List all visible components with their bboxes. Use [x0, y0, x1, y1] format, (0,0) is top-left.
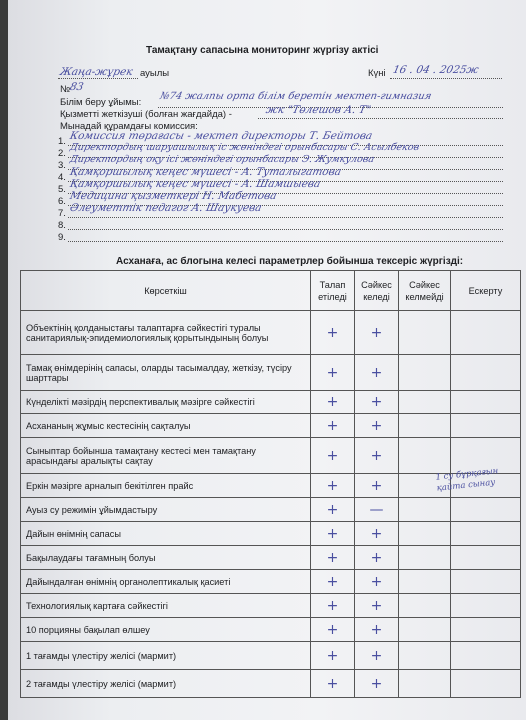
village-line	[58, 78, 138, 79]
required-mark: +	[311, 474, 355, 498]
noncompliant-cell	[399, 498, 451, 522]
compliant-mark: +	[355, 311, 399, 355]
member-handwritten: Медицина қызметкері Н. Мабетова	[68, 190, 278, 202]
member-handwritten: Қамқоршылық кеңес мүшесі - А. Туталыгатова	[68, 166, 343, 178]
compliant-mark: +	[355, 414, 399, 438]
table-row	[21, 570, 521, 594]
table-row	[21, 311, 521, 355]
note-cell	[451, 391, 521, 414]
worker-line	[258, 118, 503, 119]
compliant-mark: —	[355, 498, 399, 522]
note-cell	[451, 414, 521, 438]
table-header-row	[21, 271, 521, 311]
worker-label: Қызметті жеткізуші (болған жағдайда) -	[60, 109, 232, 120]
member-handwritten: Директордың шаруашылық іс жөніндегі орынбасары С. Асылбеков	[68, 142, 421, 153]
noncompliant-cell	[399, 391, 451, 414]
member-num: 5.	[58, 184, 66, 195]
noncompliant-cell	[399, 355, 451, 391]
compliant-mark: +	[355, 546, 399, 570]
member-num: 1.	[58, 136, 66, 147]
date-label: Күні	[368, 68, 386, 79]
member-handwritten: Қамқоршылық кеңес мүшесі - А. Шамшыева	[68, 178, 322, 190]
table-row	[21, 498, 521, 522]
member-line	[68, 241, 503, 242]
required-mark: +	[311, 355, 355, 391]
row-label: Технологиялық картаға сәйкестігі	[21, 594, 311, 618]
noncompliant-cell	[399, 414, 451, 438]
row-label: 1 тағамды үлестіру желісі (мармит)	[21, 642, 311, 670]
required-mark: +	[311, 670, 355, 698]
required-mark: +	[311, 642, 355, 670]
note-cell	[451, 355, 521, 391]
member-num: 4.	[58, 172, 66, 183]
note-cell	[451, 594, 521, 618]
commission-label: Мынадай құрамдағы комиссия:	[60, 121, 198, 132]
org-label: Білім беру ұйымы:	[60, 97, 142, 108]
required-mark: +	[311, 391, 355, 414]
number-label: №	[60, 84, 71, 95]
col-header-note: Ескерту	[451, 271, 521, 311]
village-handwritten: Жаңа-жұрек	[58, 66, 134, 78]
member-handwritten: Директордың оқу ісі жөніндегі орынбасары Э. Жумкулова	[68, 154, 376, 165]
table-row	[21, 594, 521, 618]
col-header-compliant: Сәйкес келеді	[355, 271, 399, 311]
compliant-mark: +	[355, 670, 399, 698]
compliant-mark: +	[355, 474, 399, 498]
note-cell	[451, 522, 521, 546]
required-mark: +	[311, 546, 355, 570]
member-num: 3.	[58, 160, 66, 171]
member-line	[68, 229, 503, 230]
noncompliant-cell	[399, 522, 451, 546]
table-row	[21, 670, 521, 698]
table-row	[21, 642, 521, 670]
row-label: Еркін мәзірге арналып бекітілген прайс	[21, 474, 311, 498]
member-num: 6.	[58, 196, 66, 207]
note-cell	[451, 311, 521, 355]
table-row	[21, 438, 521, 474]
note-cell	[451, 498, 521, 522]
row-label: Дайындалған өнімнің органолептикалық қасиеті	[21, 570, 311, 594]
required-mark: +	[311, 414, 355, 438]
noncompliant-cell	[399, 642, 451, 670]
date-handwritten: 16 . 04 . 2025ж	[391, 64, 480, 76]
compliant-mark: +	[355, 522, 399, 546]
row-label: Бақылаудағы тағамның болуы	[21, 546, 311, 570]
noncompliant-cell	[399, 570, 451, 594]
table-row	[21, 522, 521, 546]
noncompliant-cell	[399, 670, 451, 698]
required-mark: +	[311, 594, 355, 618]
compliant-mark: +	[355, 391, 399, 414]
col-header-required: Талап етіледі	[311, 271, 355, 311]
member-num: 2.	[58, 148, 66, 159]
row-label: Асхананың жұмыс кестесінің сақталуы	[21, 414, 311, 438]
table-row	[21, 414, 521, 438]
document-title: Тамақтану сапасына мониторинг жүргізу актісі	[146, 45, 379, 56]
note-cell	[451, 570, 521, 594]
required-mark: +	[311, 438, 355, 474]
note-cell	[451, 670, 521, 698]
member-num: 7.	[58, 208, 66, 219]
row-label: Тамақ өнімдерінің сапасы, оларды тасымалдау, жеткізу, түсіру шарттары	[21, 355, 311, 391]
note-cell	[451, 642, 521, 670]
row-label: Объектінің қолданыстағы талаптарға сәйкестігі туралы санитариялық-эпидемиологиялық қорытындының болуы	[21, 311, 311, 355]
member-line	[68, 217, 503, 218]
compliant-mark: +	[355, 355, 399, 391]
member-num: 9.	[58, 232, 66, 243]
note-cell	[451, 618, 521, 642]
compliant-mark: +	[355, 642, 399, 670]
table-row	[21, 618, 521, 642]
noncompliant-cell	[399, 594, 451, 618]
table-row	[21, 546, 521, 570]
compliant-mark: +	[355, 438, 399, 474]
required-mark: +	[311, 570, 355, 594]
row-label: Дайын өнімнің сапасы	[21, 522, 311, 546]
required-mark: +	[311, 311, 355, 355]
col-header-noncompliant: Сәйкес келмейді	[399, 271, 451, 311]
note-cell	[451, 546, 521, 570]
row-label: 10 порцияны бақылап өлшеу	[21, 618, 311, 642]
village-suffix: ауылы	[140, 68, 170, 79]
row-label: 2 тағамды үлестіру желісі (мармит)	[21, 670, 311, 698]
required-mark: +	[311, 522, 355, 546]
member-handwritten: Әлеуметтік педагог А. Шаукуева	[68, 202, 263, 214]
org-handwritten: №74 жалпы орта білім беретін мектеп-гимназия	[158, 91, 433, 102]
member-num: 8.	[58, 220, 66, 231]
row-label: Сыныптар бойынша тамақтану кестесі мен тамақтану арасындағы аралықты сақтау	[21, 438, 311, 474]
table-row	[21, 355, 521, 391]
compliant-mark: +	[355, 570, 399, 594]
worker-handwritten: жк "Төлешов А. Т"	[264, 104, 373, 116]
side-note-handwritten: 1 су бұрқағын қайта сынау	[435, 466, 499, 494]
row-label: Ауыз су режимін ұйымдастыру	[21, 498, 311, 522]
required-mark: +	[311, 498, 355, 522]
member-handwritten: Комиссия төрағасы - мектеп директоры Т. Бейтова	[68, 130, 374, 142]
document-page	[8, 0, 526, 720]
col-header-indicator: Көрсеткіш	[21, 271, 311, 311]
row-label: Күнделікті мәзірдің перспективалық мәзірге сәйкестігі	[21, 391, 311, 414]
noncompliant-cell	[399, 438, 451, 474]
date-line	[390, 78, 502, 79]
section-title: Асханаға, ас блогына келесі параметрлер бойынша тексеріс жүргізді:	[116, 256, 464, 267]
compliant-mark: +	[355, 594, 399, 618]
noncompliant-cell	[399, 618, 451, 642]
noncompliant-cell	[399, 311, 451, 355]
number-handwritten: 83	[68, 81, 85, 93]
table-row	[21, 391, 521, 414]
compliant-mark: +	[355, 618, 399, 642]
required-mark: +	[311, 618, 355, 642]
noncompliant-cell	[399, 546, 451, 570]
